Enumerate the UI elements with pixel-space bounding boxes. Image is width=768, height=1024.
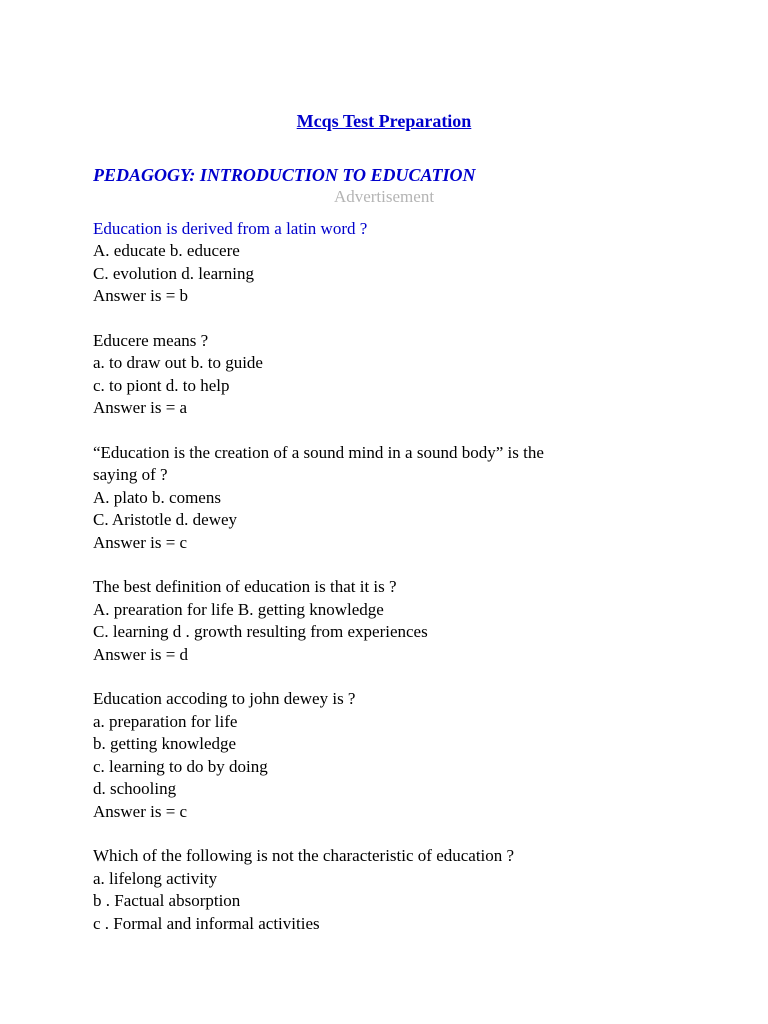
option-line: d. schooling	[93, 779, 177, 799]
question-text: Education accoding to john dewey is ?	[93, 689, 356, 709]
option-line: c . Formal and informal activities	[93, 913, 320, 933]
question-text: Educere means ?	[93, 331, 209, 351]
answer-text: Answer is = c	[93, 532, 188, 552]
option-line: b . Factual absorption	[93, 891, 241, 911]
option-line: A. prearation for life B. getting knowledge	[93, 599, 384, 619]
option-line: A. educate b. educere	[93, 241, 240, 261]
option-line: C. evolution d. learning	[93, 263, 255, 283]
question-text: Which of the following is not the characteristic of education ?	[93, 846, 515, 866]
mcq-list	[93, 218, 693, 957]
advertisement-label: Advertisement	[333, 187, 435, 206]
question-text: “Education is the creation of a sound mind in a sound body” is the	[93, 443, 544, 463]
option-line: C. learning d . growth resulting from experiences	[93, 622, 428, 642]
option-line: A. plato b. comens	[93, 487, 221, 507]
answer-text: Answer is = d	[93, 644, 189, 664]
answer-text: Answer is = c	[93, 801, 188, 821]
mcq-item	[93, 330, 693, 420]
option-line: c. learning to do by doing	[93, 756, 268, 776]
option-line: C. Aristotle d. dewey	[93, 510, 238, 530]
option-line: a. to draw out b. to guide	[93, 353, 263, 373]
question-text: The best definition of education is that it is ?	[93, 577, 397, 597]
document-title-link[interactable]: Mcqs Test Preparation	[296, 111, 472, 131]
mcq-item	[93, 576, 693, 666]
question-text: Education is derived from a latin word ?	[93, 219, 368, 238]
answer-text: Answer is = b	[93, 286, 189, 306]
option-line: c. to piont d. to help	[93, 375, 230, 395]
mcq-item	[93, 688, 693, 822]
mcq-item	[93, 218, 693, 308]
mcq-item	[93, 442, 693, 554]
answer-text: Answer is = a	[93, 398, 188, 418]
option-line: a. preparation for life	[93, 711, 238, 731]
question-text-continued: saying of ?	[93, 465, 168, 485]
mcq-item	[93, 845, 693, 935]
option-line: a. lifelong activity	[93, 868, 218, 888]
option-line: b. getting knowledge	[93, 734, 237, 754]
section-heading: PEDAGOGY: INTRODUCTION TO EDUCATION	[93, 165, 476, 185]
